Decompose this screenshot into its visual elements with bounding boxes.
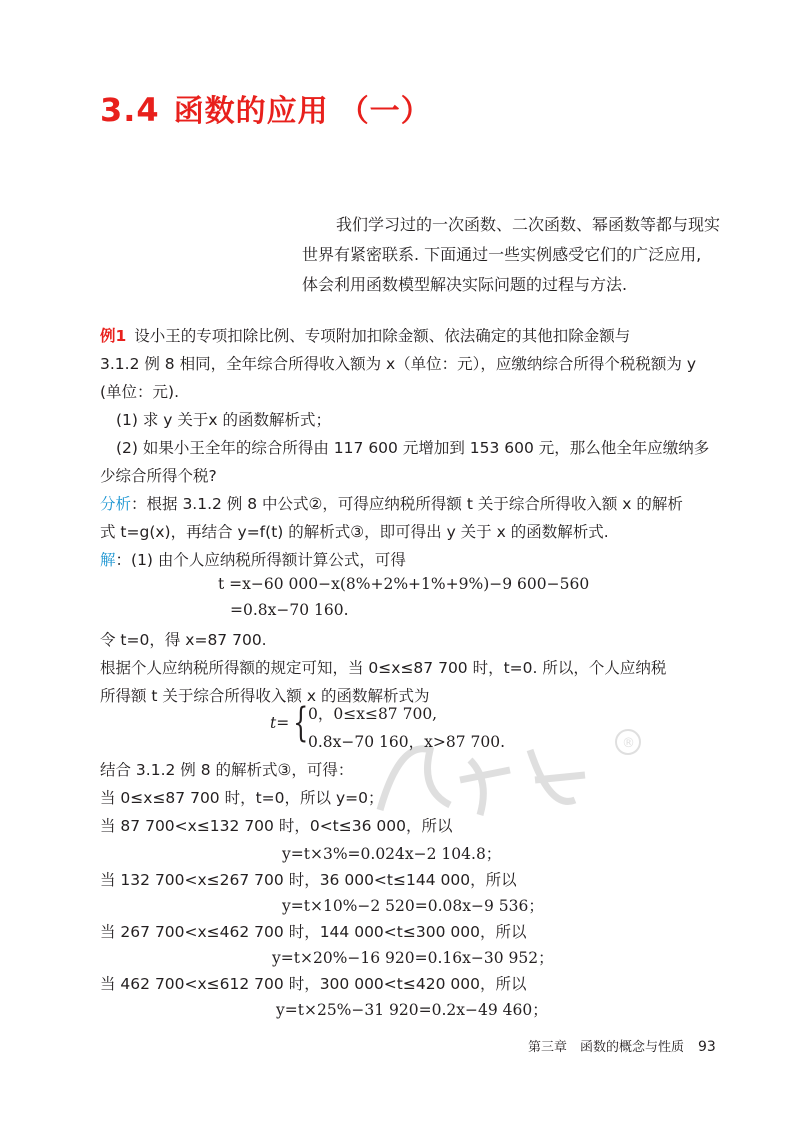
section-title (100, 86, 432, 130)
solution-label: 解 (100, 551, 116, 569)
solution-line: 根据个人应纳税所得额的规定可知，当 0≤x≤87 700 时，t=0. 所以，个人应纳税 (100, 659, 667, 677)
solution-line: 当 87 700<x≤132 700 时，0<t≤36 000，所以 (100, 817, 453, 835)
question-2: (2) 如果小王全年的综合所得由 117 600 元增加到 153 600 元，那么他全年应缴纳多 (116, 439, 710, 457)
piecewise-lhs: t= (270, 714, 290, 732)
equation: y=t×20%−16 920=0.16x−30 952； (272, 949, 554, 967)
intro-line: 体会利用函数模型解决实际问题的过程与方法. (302, 275, 628, 294)
analysis-line: 式 t=g(x)，再结合 y=f(t) 的解析式③，即可得出 y 关于 x 的函数解析式. (100, 523, 609, 541)
question-2-cont: 少综合所得个税? (100, 467, 217, 485)
solution-line: 令 t=0，得 x=87 700. (100, 631, 267, 649)
piecewise-case-1: 0，0≤x≤87 700, (308, 705, 438, 723)
solution-line: 结合 3.1.2 例 8 的解析式③，可得： (100, 761, 354, 779)
chapter-title: 第三章 函数的概念与性质 (528, 1040, 685, 1055)
example-label: 例1 (100, 327, 127, 345)
page-number: 93 (698, 1039, 716, 1055)
analysis-line: 分析：根据 3.1.2 例 8 中公式②，可得应纳税所得额 t 关于综合所得收入额 x 的解析 (100, 495, 683, 513)
solution-line: 解：(1) 由个人应纳税所得额计算公式，可得 (100, 551, 406, 569)
left-brace: { (293, 700, 309, 746)
intro-line: 我们学习过的一次函数、二次函数、幂函数等都与现实 (336, 215, 721, 234)
solution-line: 当 267 700<x≤462 700 时，144 000<t≤300 000，所以 (100, 923, 527, 941)
solution-line: 当 132 700<x≤267 700 时，36 000<t≤144 000，所以 (100, 871, 517, 889)
example-line: 3.1.2 例 8 相同，全年综合所得收入额为 x（单位：元），应缴纳综合所得个税税额为 y (100, 355, 697, 373)
question-1: (1) 求 y 关于x 的函数解析式； (116, 411, 332, 429)
section-intro (302, 210, 730, 300)
example-line: 例1 设小王的专项扣除比例、专项附加扣除金额、依法确定的其他扣除金额与 (100, 327, 631, 345)
equation: y=t×10%−2 520=0.08x−9 536； (282, 897, 544, 915)
solution-line: 当 0≤x≤87 700 时，t=0，所以 y=0； (100, 789, 384, 807)
analysis-label: 分析 (100, 495, 132, 513)
solution-line: 当 462 700<x≤612 700 时，300 000<t≤420 000，所以 (100, 975, 527, 993)
registered-mark: ® (622, 736, 635, 751)
equation: y=t×25%−31 920=0.2x−49 460； (276, 1001, 548, 1019)
equation: =0.8x−70 160. (230, 601, 349, 619)
section-title-sub: （一） (338, 94, 432, 129)
equation: y=t×3%=0.024x−2 104.8； (282, 845, 502, 863)
piecewise-case-2: 0.8x−70 160，x>87 700. (308, 733, 506, 751)
section-number: 3.4 (100, 91, 160, 129)
example-line: (单位：元). (100, 383, 180, 401)
intro-line: 世界有紧密联系. 下面通过一些实例感受它们的广泛应用, (302, 245, 702, 264)
section-title-text: 函数的应用 (173, 94, 329, 129)
solution-line: 所得额 t 关于综合所得收入额 x 的函数解析式为 (100, 687, 430, 705)
equation: t =x−60 000−x(8%+2%+1%+9%)−9 600−560 (218, 575, 590, 593)
page-footer (528, 1036, 716, 1055)
